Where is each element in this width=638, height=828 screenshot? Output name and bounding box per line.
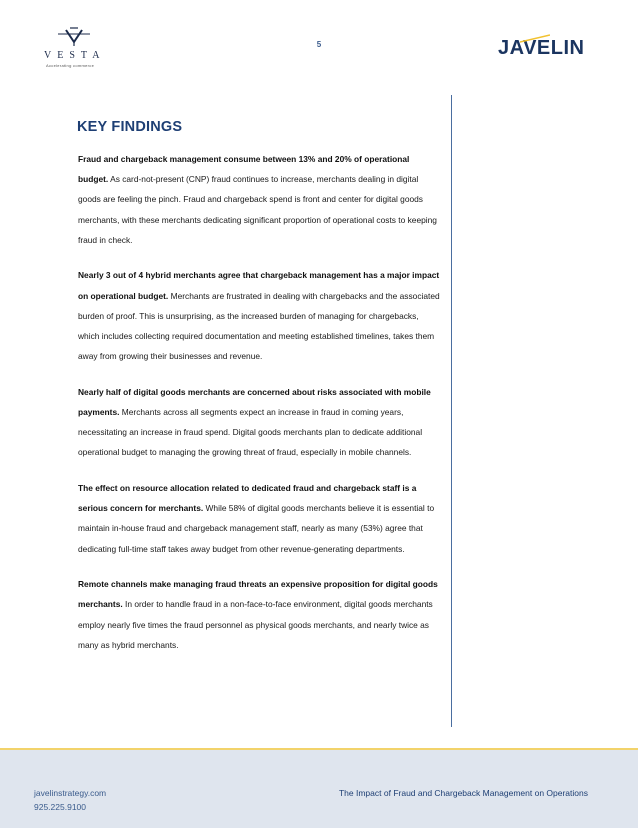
finding-text: Merchants across all segments expect an increase in fraud in coming years, necessitating an increase in fraud spend. Digital goods merchants plan to dedicate additional operational budget to managing the growing threat of fraud, especially in mobile channels. bbox=[78, 407, 423, 458]
finding-lead: Remote channels make managing fraud threats an expensive proposition for digital goods merchants. bbox=[78, 579, 438, 610]
finding-lead: Fraud and chargeback management consume between 13% and 20% of operational budget. bbox=[78, 154, 410, 185]
javelin-logo bbox=[498, 36, 588, 60]
vesta-wordmark: VESTA bbox=[44, 50, 106, 61]
finding-lead: Nearly 3 out of 4 hybrid merchants agree that chargeback management has a major impact on operational budget. bbox=[78, 270, 440, 301]
footer-phone: 925.225.9100 bbox=[34, 802, 86, 812]
finding-text: In order to handle fraud in a non-face-to-face environment, digital goods merchants employ nearly five times the fraud personnel as physical goods merchants, and nearly twice as many as hybrid merchants. bbox=[78, 599, 433, 650]
page-footer bbox=[0, 748, 638, 828]
footer-website-link[interactable]: javelinstrategy.com bbox=[34, 788, 107, 798]
finding-text: As card-not-present (CNP) fraud continues to increase, merchants dealing in digital goods are feeling the pinch. Fraud and chargeback spend is front and center for digital goods merchants, with these merchants dedicating significant proportion of operational costs to keeping fraud in check. bbox=[78, 174, 437, 245]
footer-report-title: The Impact of Fraud and Chargeback Management on Operations bbox=[338, 788, 588, 798]
finding-paragraph bbox=[78, 265, 440, 366]
vesta-tagline: Accelerating commerce bbox=[46, 63, 95, 68]
page-number: 5 bbox=[316, 40, 322, 49]
javelin-wordmark: JAVELIN bbox=[498, 37, 585, 59]
finding-lead: Nearly half of digital goods merchants are concerned about risks associated with mobile payments. bbox=[78, 386, 431, 418]
finding-paragraph bbox=[78, 382, 440, 463]
finding-text: While 58% of digital goods merchants believe it is essential to maintain in-house fraud and chargeback management staff, nearly as many (53%) agree that dedicating full-time staff takes away budget from other revenue-generating departments. bbox=[78, 503, 435, 554]
finding-lead: The effect on resource allocation related to dedicated fraud and chargeback staff is a serious concern for merchants. bbox=[78, 483, 417, 514]
column-divider bbox=[451, 95, 452, 727]
page-title: KEY FINDINGS bbox=[77, 119, 183, 135]
finding-paragraph bbox=[78, 574, 440, 655]
finding-paragraph bbox=[78, 149, 440, 250]
findings-list bbox=[78, 149, 440, 670]
finding-text: Merchants are frustrated in dealing with chargebacks and the associated burden of proof. This is unsurprising, as the increased burden of managing for chargebacks, which includes collecting required documentation and meeting established timelines, takes them away from growing their businesses and revenue. bbox=[78, 290, 440, 362]
finding-paragraph bbox=[78, 478, 440, 559]
javelin-swoosh-icon bbox=[520, 34, 550, 44]
